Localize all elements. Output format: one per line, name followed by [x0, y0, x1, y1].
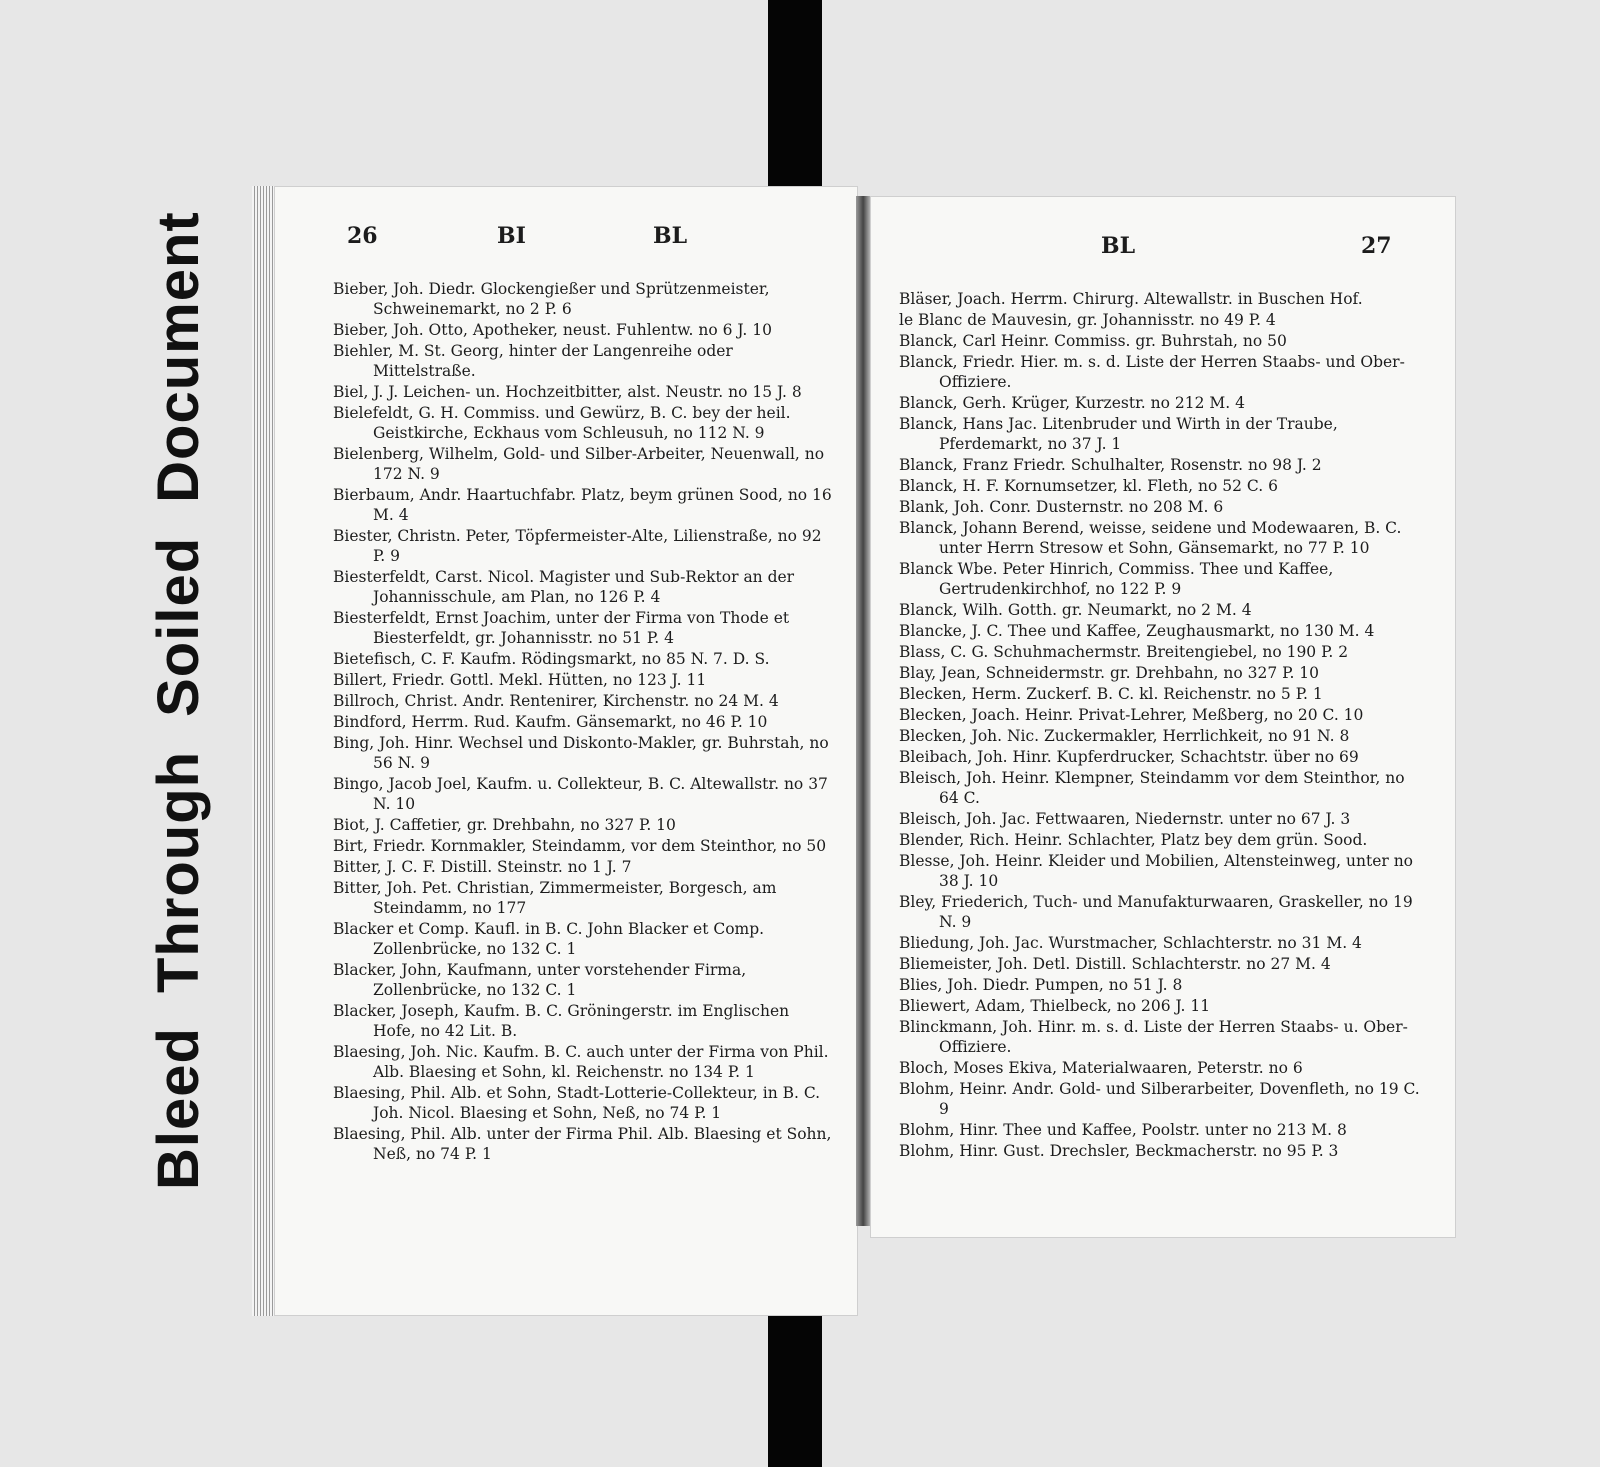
- directory-entry: Birt, Friedr. Kornmakler, Steindamm, vor dem Steinthor, no 50: [333, 837, 827, 855]
- directory-entry: Blanck, Johann Berend, weisse, seidene und Modewaaren, B. C. unter Herrn Stresow et Sohn, Gänsemarkt, no 77 P. 10: [899, 519, 1402, 557]
- directory-entry: Bielenberg, Wilhelm, Gold- und Silber-Arbeiter, Neuenwall, no 172 N. 9: [333, 445, 825, 483]
- label-word-through: Through: [146, 750, 211, 994]
- directory-entry: Blancke, J. C. Thee und Kaffee, Zeughausmarkt, no 130 M. 4: [899, 622, 1375, 640]
- directory-entry: Blohm, Heinr. Andr. Gold- und Silberarbeiter, Dovenfleth, no 19 C. 9: [899, 1080, 1420, 1118]
- directory-entry: Blanck, Hans Jac. Litenbruder und Wirth in der Traube, Pferdemarkt, no 37 J. 1: [899, 415, 1338, 453]
- directory-entry: Blass, C. G. Schuhmachermstr. Breitengiebel, no 190 P. 2: [899, 643, 1349, 661]
- directory-entry: Bliemeister, Joh. Detl. Distill. Schlachterstr. no 27 M. 4: [899, 955, 1331, 973]
- directory-entry: Bliedung, Joh. Jac. Wurstmacher, Schlachterstr. no 31 M. 4: [899, 934, 1362, 952]
- directory-entry: Blender, Rich. Heinr. Schlachter, Platz bey dem grün. Sood.: [899, 831, 1368, 849]
- directory-entry: Blacker, John, Kaufmann, unter vorstehender Firma, Zollenbrücke, no 132 C. 1: [333, 961, 747, 999]
- directory-entry: le Blanc de Mauvesin, gr. Johannisstr. no 49 P. 4: [899, 311, 1276, 329]
- label-word-document: Document: [146, 211, 211, 503]
- directory-entry: Blinckmann, Joh. Hinr. m. s. d. Liste der Herren Staabs- u. Ober-Offiziere.: [899, 1018, 1408, 1056]
- directory-entry: Blohm, Hinr. Gust. Drechsler, Beckmacherstr. no 95 P. 3: [899, 1142, 1339, 1160]
- directory-entry: Bielefeldt, G. H. Commiss. und Gewürz, B. C. bey der heil. Geistkirche, Eckhaus vom Schleusuh, no 112 N. 9: [333, 404, 791, 442]
- running-head-bi: BI: [497, 223, 526, 249]
- directory-entry: Blanck Wbe. Peter Hinrich, Commiss. Thee und Kaffee, Gertrudenkirchhof, no 122 P. 9: [899, 560, 1334, 598]
- directory-entry: Blanck, Carl Heinr. Commiss. gr. Buhrstah, no 50: [899, 332, 1287, 350]
- directory-entry: Bieber, Joh. Otto, Apotheker, neust. Fuhlentw. no 6 J. 10: [333, 321, 773, 339]
- directory-entry: Biel, J. J. Leichen- un. Hochzeitbitter, alst. Neustr. no 15 J. 8: [333, 383, 802, 401]
- directory-entry: Billroch, Christ. Andr. Rentenirer, Kirchenstr. no 24 M. 4: [333, 692, 779, 710]
- directory-entry: Biester, Christn. Peter, Töpfermeister-Alte, Lilienstraße, no 92 P. 9: [333, 527, 822, 565]
- directory-entry: Bitter, Joh. Pet. Christian, Zimmermeister, Borgesch, am Steindamm, no 177: [333, 879, 777, 917]
- directory-entry: Bleisch, Joh. Jac. Fettwaaren, Niedernstr. unter no 67 J. 3: [899, 810, 1351, 828]
- directory-entry: Blacker et Comp. Kaufl. in B. C. John Blacker et Comp. Zollenbrücke, no 132 C. 1: [333, 920, 765, 958]
- running-head-bl-right: BL: [1101, 233, 1136, 259]
- directory-entry: Bloch, Moses Ekiva, Materialwaaren, Peterstr. no 6: [899, 1059, 1303, 1077]
- directory-entry: Bliewert, Adam, Thielbeck, no 206 J. 11: [899, 997, 1211, 1015]
- directory-entry: Bierbaum, Andr. Haartuchfabr. Platz, beym grünen Sood, no 16 M. 4: [333, 486, 832, 524]
- directory-entry: Biot, J. Caffetier, gr. Drehbahn, no 327 P. 10: [333, 816, 676, 834]
- directory-entry: Blanck, Friedr. Hier. m. s. d. Liste der Herren Staabs- und Ober-Offiziere.: [899, 353, 1405, 391]
- directory-entry: Bing, Joh. Hinr. Wechsel und Diskonto-Makler, gr. Buhrstah, no 56 N. 9: [333, 734, 829, 772]
- directory-entry: Bley, Friederich, Tuch- und Manufakturwaaren, Graskeller, no 19 N. 9: [899, 893, 1413, 931]
- label-word-bleed: Bleed: [146, 1027, 211, 1190]
- directory-entry: Blesse, Joh. Heinr. Kleider und Mobilien, Altensteinweg, unter no 38 J. 10: [899, 852, 1414, 890]
- directory-entry: Bleibach, Joh. Hinr. Kupferdrucker, Schachtstr. über no 69: [899, 748, 1359, 766]
- directory-entry: Blanck, Wilh. Gotth. gr. Neumarkt, no 2 M. 4: [899, 601, 1252, 619]
- right-page: [870, 196, 1456, 1238]
- directory-entry: Bitter, J. C. F. Distill. Steinstr. no 1 J. 7: [333, 858, 632, 876]
- directory-entry: Biesterfeldt, Ernst Joachim, unter der Firma von Thode et Biesterfeldt, gr. Johannisstr. no 51 P. 4: [333, 609, 790, 647]
- directory-entry: Blaesing, Joh. Nic. Kaufm. B. C. auch unter der Firma von Phil. Alb. Blaesing et Sohn, kl. Reichenstr. no 134 P. 1: [333, 1043, 829, 1081]
- directory-entries-left: [333, 279, 833, 1165]
- directory-entry: Bleisch, Joh. Heinr. Klempner, Steindamm vor dem Steinthor, no 64 C.: [899, 769, 1405, 807]
- directory-entry: Blohm, Hinr. Thee und Kaffee, Poolstr. unter no 213 M. 8: [899, 1121, 1347, 1139]
- directory-entry: Blanck, H. F. Kornumsetzer, kl. Fleth, no 52 C. 6: [899, 477, 1278, 495]
- directory-entry: Blaesing, Phil. Alb. et Sohn, Stadt-Lotterie-Collekteur, in B. C. Joh. Nicol. Blaesing et Sohn, Neß, no 74 P. 1: [333, 1084, 821, 1122]
- directory-entry: Blecken, Joach. Heinr. Privat-Lehrer, Meßberg, no 20 C. 10: [899, 706, 1364, 724]
- book-page-edges: [252, 186, 276, 1316]
- directory-entry: Blacker, Joseph, Kaufm. B. C. Gröningerstr. im Englischen Hofe, no 42 Lit. B.: [333, 1002, 790, 1040]
- document-condition-label: [145, 211, 212, 1190]
- directory-entry: Bindford, Herrm. Rud. Kaufm. Gänsemarkt, no 46 P. 10: [333, 713, 768, 731]
- directory-entry: Blecken, Joh. Nic. Zuckermakler, Herrlichkeit, no 91 N. 8: [899, 727, 1350, 745]
- page-number-right: 27: [1361, 233, 1392, 259]
- running-head-bl-left: BL: [653, 223, 688, 249]
- directory-entry: Blaesing, Phil. Alb. unter der Firma Phil. Alb. Blaesing et Sohn, Neß, no 74 P. 1: [333, 1125, 832, 1163]
- directory-entry: Bieber, Joh. Diedr. Glockengießer und Sprützenmeister, Schweinemarkt, no 2 P. 6: [333, 280, 770, 318]
- directory-entry: Blay, Jean, Schneidermstr. gr. Drehbahn, no 327 P. 10: [899, 664, 1320, 682]
- directory-entry: Blanck, Gerh. Krüger, Kurzestr. no 212 M. 4: [899, 394, 1245, 412]
- directory-entry: Biesterfeldt, Carst. Nicol. Magister und Sub-Rektor an der Johannisschule, am Plan, no 126 P. 4: [333, 568, 795, 606]
- directory-entries-right: [899, 289, 1421, 1162]
- binding-strap-top: [768, 0, 822, 205]
- directory-entry: Bläser, Joach. Herrm. Chirurg. Altewallstr. in Buschen Hof.: [899, 290, 1363, 308]
- directory-entry: Blies, Joh. Diedr. Pumpen, no 51 J. 8: [899, 976, 1183, 994]
- left-page: [274, 186, 858, 1316]
- directory-entry: Billert, Friedr. Gottl. Mekl. Hütten, no 123 J. 11: [333, 671, 707, 689]
- label-word-soiled: Soiled: [146, 536, 211, 717]
- directory-entry: Blanck, Franz Friedr. Schulhalter, Rosenstr. no 98 J. 2: [899, 456, 1322, 474]
- directory-entry: Blecken, Herm. Zuckerf. B. C. kl. Reichenstr. no 5 P. 1: [899, 685, 1323, 703]
- directory-entry: Biehler, M. St. Georg, hinter der Langenreihe oder Mittelstraße.: [333, 342, 733, 380]
- directory-entry: Bietefisch, C. F. Kaufm. Rödingsmarkt, no 85 N. 7. D. S.: [333, 650, 770, 668]
- page-number-left: 26: [347, 223, 378, 249]
- directory-entry: Blank, Joh. Conr. Dusternstr. no 208 M. 6: [899, 498, 1224, 516]
- directory-entry: Bingo, Jacob Joel, Kaufm. u. Collekteur, B. C. Altewallstr. no 37 N. 10: [333, 775, 828, 813]
